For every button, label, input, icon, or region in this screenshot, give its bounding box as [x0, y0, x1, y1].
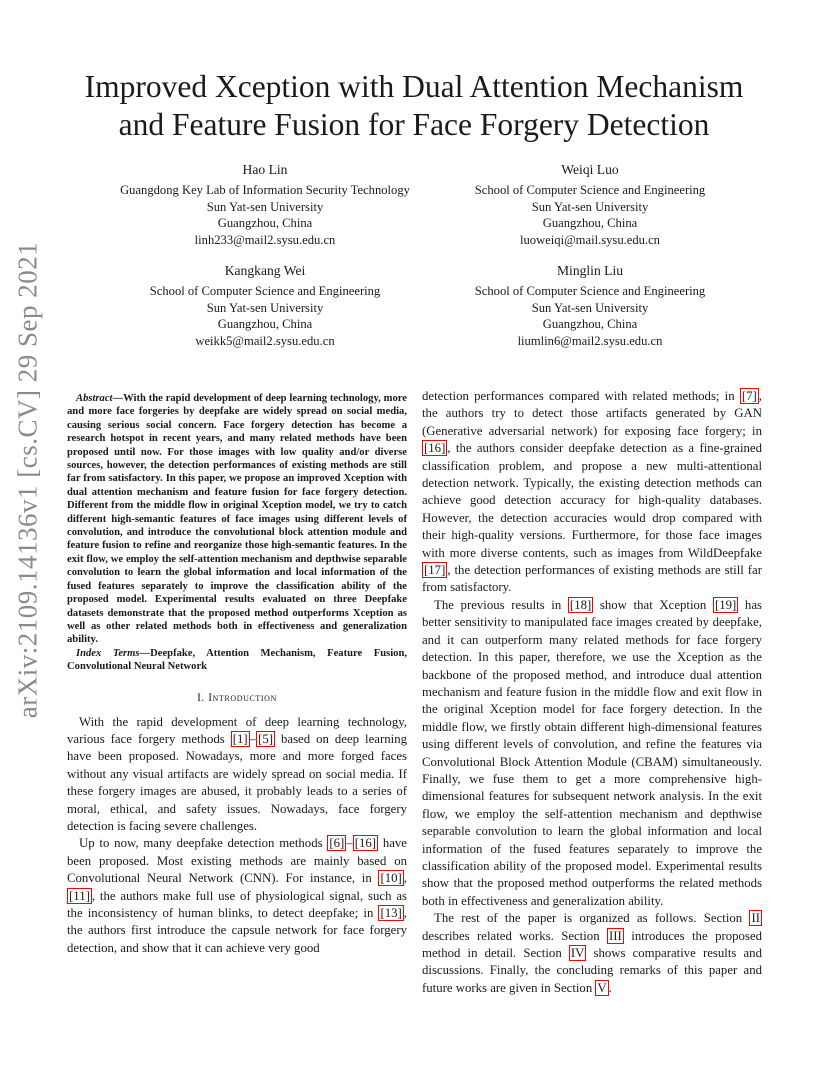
text-run: –: [346, 836, 353, 851]
author-university: Sun Yat-sen University: [531, 300, 649, 315]
text-run: Up to now, many deepfake detection methods: [79, 836, 328, 851]
citation-number: 10: [384, 871, 398, 886]
citation-link[interactable]: [18]: [569, 597, 592, 612]
arxiv-identifier[interactable]: arXiv:2109.14136v1 [cs.CV] 29 Sep 2021: [12, 241, 43, 719]
author-name: Weiqi Luo: [561, 162, 619, 177]
author-email[interactable]: luoweiqi@mail.sysu.edu.cn: [520, 233, 660, 248]
paper-title: [60, 68, 768, 144]
title-line-1: Improved Xception with Dual Attention Mechanism: [84, 69, 744, 104]
abstract: [67, 392, 407, 647]
citation-number: 16: [358, 836, 372, 851]
citation-link[interactable]: [13]: [380, 906, 402, 920]
author-email[interactable]: linh233@mail2.sysu.edu.cn: [194, 233, 336, 248]
citation-link[interactable]: [7]: [741, 389, 757, 403]
text-run: , the authors make full use of physiological signal, such as the inconsistency of human blinks, to detect deepfake; in: [67, 888, 407, 920]
text-run: ,: [403, 871, 407, 886]
citation-link[interactable]: [5]: [258, 731, 274, 746]
text-run: introduces the proposed method in detail. Section: [422, 928, 762, 960]
citation-number: 11: [73, 888, 86, 903]
citation-link[interactable]: [19]: [714, 597, 737, 612]
citation-link[interactable]: [1]: [232, 731, 248, 746]
citation-link[interactable]: [17]: [424, 563, 446, 578]
citation-number: 16: [428, 441, 442, 456]
citation-link[interactable]: [10]: [380, 871, 402, 886]
author-name: Hao Lin: [242, 162, 288, 177]
title-line-2: and Feature Fusion for Face Forgery Detection: [118, 107, 710, 142]
citation-number: 5: [262, 731, 269, 746]
intro-paragraph-4: [422, 910, 762, 997]
citation-number: 13: [384, 906, 398, 920]
text-run: , the authors first introduce the capsule network for face forgery detection, and show that it can achieve very good: [67, 906, 407, 955]
section-link[interactable]: IV: [570, 946, 585, 960]
text-run: .: [608, 980, 612, 995]
citation-number: 7: [746, 389, 753, 403]
author-city: Guangzhou, China: [217, 216, 313, 231]
intro-paragraph-2: [67, 835, 407, 957]
text-run: shows comparative results and discussions. Finally, the concluding remarks of this paper and future works are given in Section: [422, 946, 762, 995]
citation-number: 17: [428, 563, 442, 578]
text-run: The rest of the paper is organized as follows. Section: [434, 911, 750, 926]
citation-link[interactable]: [6]: [329, 836, 345, 851]
author-block-2: [420, 162, 760, 249]
author-city: Guangzhou, China: [542, 216, 638, 231]
author-email[interactable]: liumlin6@mail2.sysu.edu.cn: [517, 334, 663, 349]
left-column: [67, 392, 407, 957]
text-run: The previous results in: [434, 597, 568, 612]
text-run: has better sensitivity to manipulated face images created by deepfake, and it can outperform many related methods for face forgery detection. In this paper, therefore, we use the Xception as the backbone of the proposed method, and introduce dual attention mechanism and feature fusion in the middle flow and exit flow in the original Xception model for face forgery detection. In the middle flow, we firstly obtain different high-dimensional features using different levels of convolution, and refine the features via Convolutional Block Attention Module (CBAM) simultaneously. Finally, we fuse them to get a more comprehensive high-dimensional features for subsequent network analysis. In the exit flow, we employ the self-attention mechanism and depthwise separable convolution to learn the global information and local information of the fused features separately to improve the classification ability of the proposed model. Experimental results show that the proposed method outperforms the related methods both in effectiveness and generalization ability.: [422, 597, 762, 908]
text-run: show that Xception: [593, 597, 713, 612]
text-run: detection performances compared with related methods; in: [422, 389, 740, 403]
author-affiliation: School of Computer Science and Engineering: [474, 182, 706, 197]
text-run: based on deep learning have been proposed. Nowadays, more and more forged faces without any visual artifacts are widely spread on social media. If these forgery images are abused, it probably leads to a series of moral, ethical, and safety issues. Nowadays, face forgery detection is facing severe challenges.: [67, 731, 407, 833]
right-column: [422, 388, 762, 997]
author-university: Sun Yat-sen University: [531, 199, 649, 214]
author-name: Kangkang Wei: [224, 263, 306, 278]
text-run: , the authors try to detect those artifacts generated by GAN (Generative adversarial network) for exposing face forgery; in: [422, 389, 762, 438]
author-email[interactable]: weikk5@mail2.sysu.edu.cn: [195, 334, 335, 349]
author-block-1: [95, 162, 435, 249]
author-block-4: [420, 263, 760, 350]
text-run: have been proposed. Most existing methods are mainly based on Convolutional Neural Network (CNN). For instance, in: [67, 836, 407, 886]
intro-paragraph-3: [422, 597, 762, 910]
author-block-3: [95, 263, 435, 350]
citation-number: 19: [719, 597, 733, 612]
author-name: Minglin Liu: [556, 263, 624, 278]
section-link[interactable]: III: [609, 928, 622, 943]
index-terms-label: Index Terms: [76, 647, 140, 659]
citation-number: 1: [237, 731, 244, 746]
index-terms-text: —Deepfake, Attention Mechanism, Feature Fusion, Convolutional Neural Network: [67, 647, 407, 673]
text-run: With the rapid development of deep learning technology, various face forgery methods: [67, 714, 407, 746]
text-run: , the authors consider deepfake detection as a fine-grained classification problem, and propose a new multi-attentional detection network. Typically, the existing detection methods can achieve good detection accuracy for high-quality databases. However, the detection accuracies would drop compared with their high-quality versions. Furthermore, for those face images with more diverse contents, such as images from WildDeepfake: [422, 441, 762, 560]
text-run: , the detection performances of existing methods are still far from satisfactory.: [422, 563, 762, 595]
abstract-label: Abstract: [76, 393, 113, 404]
citation-number: 18: [574, 597, 587, 612]
intro-paragraph-1: [67, 714, 407, 836]
author-city: Guangzhou, China: [217, 317, 313, 332]
author-city: Guangzhou, China: [542, 317, 638, 332]
text-run: describes related works. Section: [422, 928, 608, 943]
author-affiliation: School of Computer Science and Engineering: [474, 283, 706, 298]
citation-link[interactable]: [16]: [354, 836, 377, 851]
section-heading-introduction: I. Introduction: [197, 691, 277, 704]
author-affiliation: School of Computer Science and Engineering: [149, 283, 381, 298]
intro-paragraph-2-continued: [422, 388, 762, 597]
citation-link[interactable]: [11]: [69, 888, 90, 903]
index-terms: [67, 647, 407, 674]
text-run: –: [249, 731, 257, 746]
citation-number: 6: [333, 836, 341, 851]
abstract-text: —With the rapid development of deep learning technology, more and more face forgeries by deepfake are widely spread on social media, causing serious social concern. Face forgery detection has become a research hotspot in recent years, and many related methods have been proposed until now. For those images with low quality and/or diverse sources, however, the detection performances of existing methods are still far from satisfactory. In this paper, we propose an improved Xception with dual attention mechanism and feature fusion for face forgery detection. Different from the middle flow in original Xception model, we try to catch different high-semantic features of face images using different levels of convolution, and introduce the convolutional block attention module and feature fusion to refine and reorganize those high-semantic features. In the exit flow, we employ the self-attention mechanism and depthwise separable convolution to learn the global information and local information of the fused features separately to improve the classification ability of the proposed model. Experimental results evaluated on three Deepfake datasets demonstrate that the proposed method outperforms Xception as well as other related methods both in effectiveness and generalization ability.: [67, 393, 407, 646]
section-link[interactable]: V: [597, 980, 607, 995]
citation-link[interactable]: [16]: [424, 441, 446, 456]
author-university: Sun Yat-sen University: [206, 300, 324, 315]
arxiv-sidebar: [0, 0, 56, 1072]
section-link[interactable]: II: [751, 911, 760, 926]
author-affiliation: Guangdong Key Lab of Information Security Technology: [120, 182, 410, 197]
author-university: Sun Yat-sen University: [206, 199, 324, 214]
